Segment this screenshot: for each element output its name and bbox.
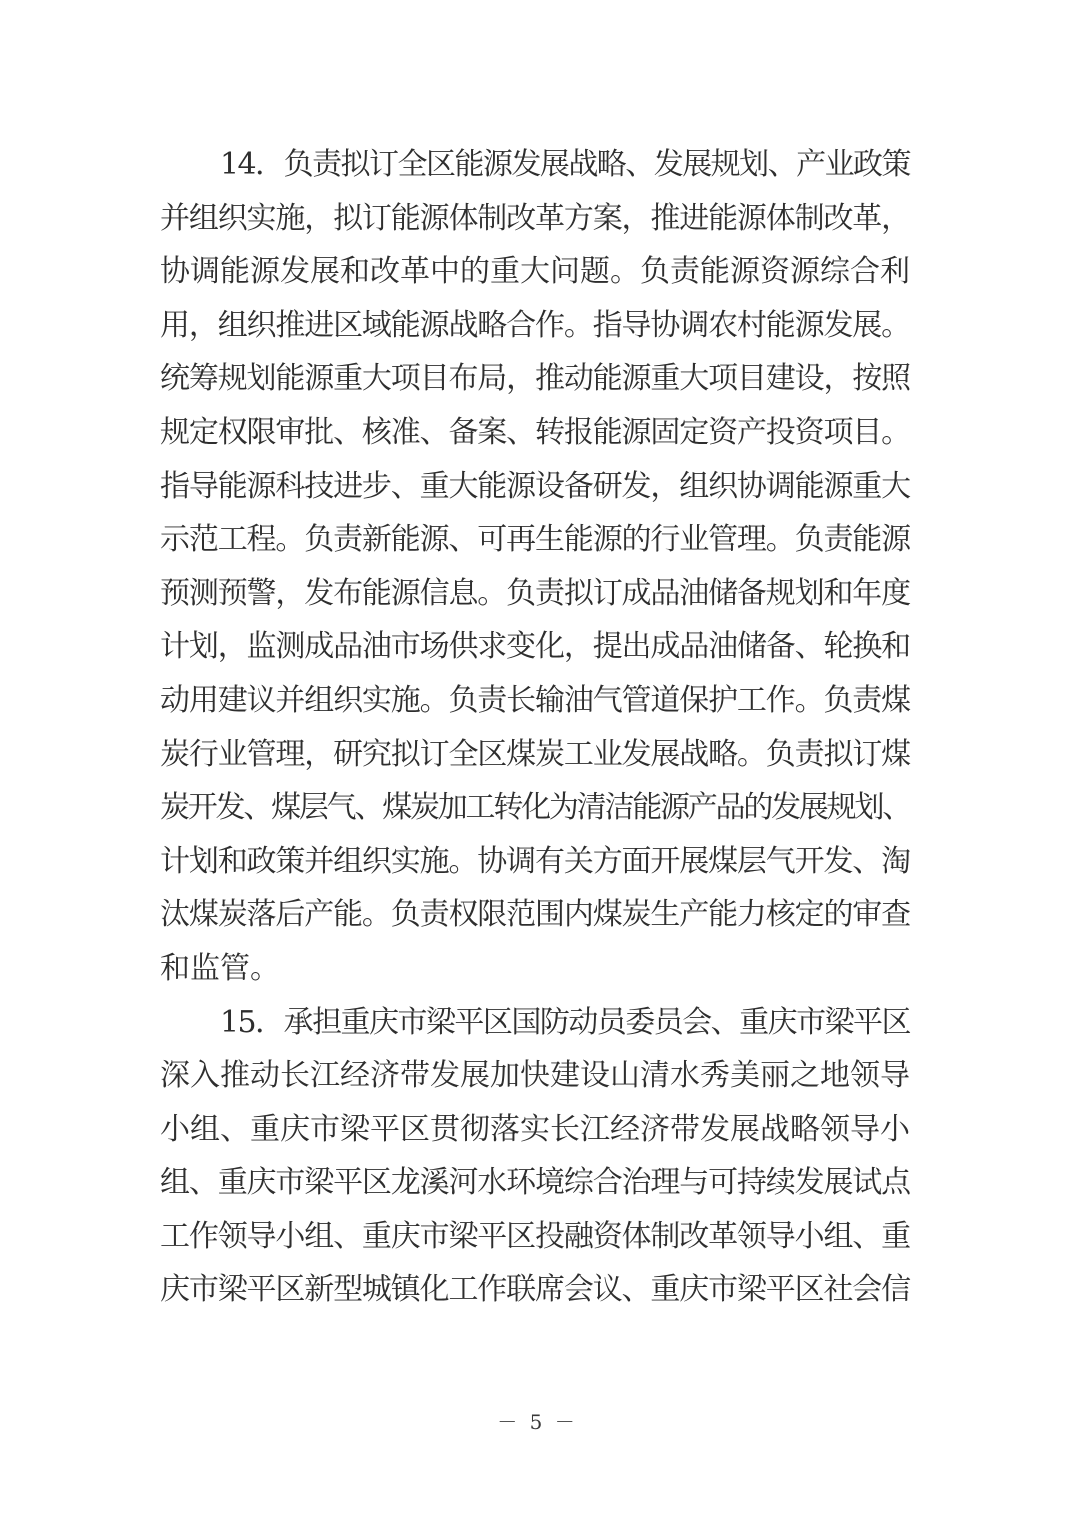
text-line <box>160 352 910 406</box>
text-line-content: 深入推动长江经济带发展加快建设山清水秀美丽之地领导 <box>160 1058 910 1094</box>
text-line-content: 和监管。 <box>160 950 280 986</box>
text-line-content: 动用建议并组织实施。负责长输油气管道保护工作。负责煤 <box>160 682 910 718</box>
text-line <box>160 728 910 782</box>
paragraph-15 <box>160 996 910 1318</box>
text-line-content: 计划，监测成品油市场供求变化，提出成品油储备、轮换和 <box>160 629 910 665</box>
text-line-content: 预测预警，发布能源信息。负责拟订成品油储备规划和年度 <box>160 575 910 611</box>
text-line <box>160 1103 910 1157</box>
paragraph-14 <box>160 138 910 996</box>
text-line <box>160 406 910 460</box>
text-line <box>160 942 910 996</box>
text-line-content: 14．负责拟订全区能源发展战略、发展规划、产业政策 <box>220 147 910 182</box>
text-line-content: 组、重庆市梁平区龙溪河水环境综合治理与可持续发展试点 <box>160 1165 910 1201</box>
text-line <box>160 299 910 353</box>
text-line-content: 小组、重庆市梁平区贯彻落实长江经济带发展战略领导小 <box>160 1111 910 1147</box>
text-line <box>160 192 910 246</box>
text-line-content: 计划和政策并组织实施。协调有关方面开展煤层气开发、淘 <box>160 843 910 879</box>
text-line-content: 汰煤炭落后产能。负责权限范围内煤炭生产能力核定的审查 <box>160 897 910 933</box>
text-line <box>160 996 910 1050</box>
text-line <box>160 1049 910 1103</box>
text-line-content: 15．承担重庆市梁平区国防动员委员会、重庆市梁平区 <box>220 1004 910 1040</box>
text-line <box>160 620 910 674</box>
text-line <box>160 674 910 728</box>
text-line-content: 庆市梁平区新型城镇化工作联席会议、重庆市梁平区社会信 <box>160 1272 910 1308</box>
page-number: － 5 － <box>497 1410 578 1434</box>
text-line <box>160 138 910 192</box>
page-footer <box>0 1406 1075 1435</box>
text-line-content: 规定权限审批、核准、备案、转报能源固定资产投资项目。 <box>160 414 910 450</box>
text-line <box>160 513 910 567</box>
text-line-content: 炭行业管理，研究拟订全区煤炭工业发展战略。负责拟订煤 <box>160 736 910 772</box>
text-line <box>160 835 910 889</box>
text-line <box>160 245 910 299</box>
text-line-content: 指导能源科技进步、重大能源设备研发，组织协调能源重大 <box>160 468 910 504</box>
text-line-content: 炭开发、煤层气、煤炭加工转化为清洁能源产品的发展规划、 <box>160 790 910 826</box>
text-line <box>160 1156 910 1210</box>
text-line-content: 工作领导小组、重庆市梁平区投融资体制改革领导小组、重 <box>160 1218 910 1254</box>
text-line <box>160 1263 910 1317</box>
text-line-content: 用，组织推进区域能源战略合作。指导协调农村能源发展。 <box>160 307 910 343</box>
text-line <box>160 781 910 835</box>
text-line <box>160 460 910 514</box>
document-body <box>160 138 910 1317</box>
text-line <box>160 1210 910 1264</box>
text-line-content: 示范工程。负责新能源、可再生能源的行业管理。负责能源 <box>160 522 910 558</box>
text-line-content: 并组织实施，拟订能源体制改革方案，推进能源体制改革， <box>160 200 910 236</box>
text-line <box>160 888 910 942</box>
text-line-content: 协调能源发展和改革中的重大问题。负责能源资源综合利 <box>160 254 910 290</box>
text-line-content: 统筹规划能源重大项目布局，推动能源重大项目建设，按照 <box>160 361 910 397</box>
text-line <box>160 567 910 621</box>
